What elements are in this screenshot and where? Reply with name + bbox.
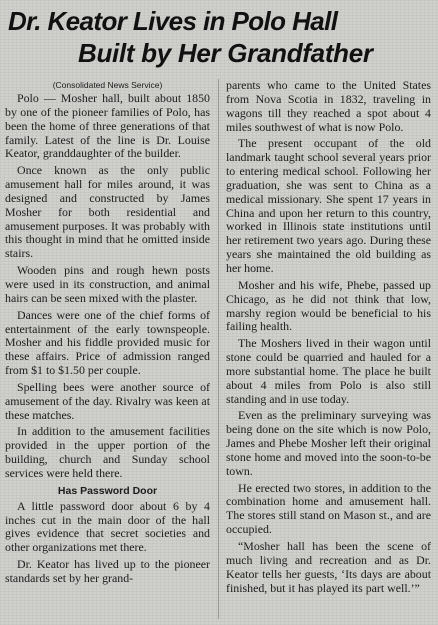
headline-line-2: Built by Her Grandfather [78, 38, 373, 68]
article-paragraph: Spelling bees were another source of amusement of the day. Rivalry was keen at these matches. [5, 379, 210, 422]
headline-line-1: Dr. Keator Lives in Polo Hall [8, 6, 338, 36]
article-column-right [226, 79, 431, 598]
article-paragraph: Once known as the only public amusement hall for miles around, it was designed and constructed by James Mosher for both residential and amusement purposes. It was probably with this thought in mind that he omitted inside stairs. [5, 163, 210, 261]
article-paragraph: The present occupant of the old landmark taught school several years prior to entering medical school. Following her graduation, she was sent to China as a medical missionary. She spent 17 years in China and upon her return to this country, worked in Illinois state institutions until her retirement two years ago. During these years she maintained the old building as her home. [226, 136, 431, 275]
column-divider [218, 79, 219, 619]
article-paragraph: A little password door about 6 by 4 inches cut in the main door of the hall gives evidence that secret societies and other organizations met there. [5, 498, 210, 555]
article-paragraph: He erected two stores, in addition to the combination home and amusement hall. The stores still stand on Mason st., and are occupied. [226, 480, 431, 537]
article-paragraph: The Moshers lived in their wagon until stone could be quarried and hauled for a more substantial home. The place he built about 4 miles from Polo is also still standing and in use today. [226, 336, 431, 406]
article-paragraph: Dr. Keator has lived up to the pioneer standards set by her grand- [5, 557, 210, 585]
news-service-credit: (Consolidated News Service) [52, 80, 163, 90]
article-paragraph: Dances were one of the chief forms of entertainment of the early townspeople. Mosher and his fiddle provided music for these affairs. Price of admission ranged from $1 to $1.50 per couple. [5, 307, 210, 378]
article-paragraph: “Mosher hall has been the scene of much living and recreation and as Dr. Keator tells her guests, ‘Its days are about finished, but it has played its part well.’” [226, 539, 431, 595]
article-paragraph: In addition to the amusement facilities provided in the upper portion of the building, church and Sunday school services were held there. [5, 424, 210, 480]
article-paragraph: Even as the preliminary surveying was being done on the site which is now Polo, James and Phebe Mosher left their original stone home and moved into the soon-to-be town. [226, 408, 431, 478]
article-paragraph: Wooden pins and rough hewn posts were used in its construction, and animal hairs can be seen mixed with the plaster. [5, 263, 210, 305]
article-subhead: Has Password Door [57, 484, 158, 497]
article-paragraph: Mosher and his wife, Phebe, passed up Chicago, as he did not think that low, marshy region would be beneficial to his failing health. [226, 277, 431, 334]
article-column-left [5, 79, 210, 589]
article-paragraph: Polo — Mosher hall, built about 1850 by one of the pioneer families of Polo, has been the home of three generations of that family. Latest of the line is Dr. Louise Keator, granddaughter of the builder. [5, 91, 210, 161]
article-paragraph: parents who came to the United States from Nova Scotia in 1832, traveling in wagons till they reached a spot about 4 miles southwest of what is now Polo. [226, 78, 431, 134]
